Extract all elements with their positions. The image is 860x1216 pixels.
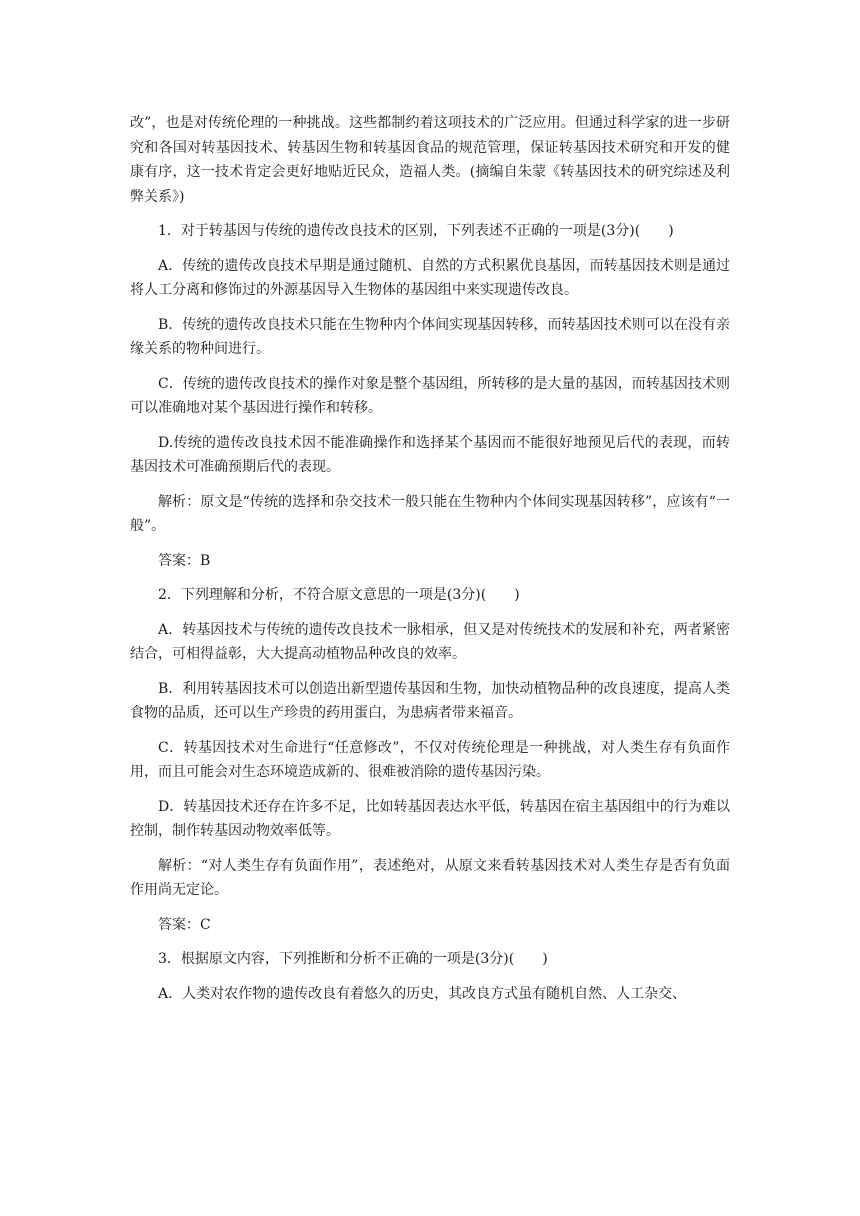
question-2-option-b: B．利用转基因技术可以创造出新型遗传基因和生物，加快动植物品种的改良速度，提高人类食物的品质，还可以生产珍贵的药用蛋白，为患病者带来福音。 (130, 680, 730, 721)
question-3-option-a: A．人类对农作物的遗传改良有着悠久的历史，其改良方式虽有随机自然、人工杂交、 (158, 985, 687, 1002)
document-body (130, 111, 730, 1016)
question-2-option-d: D．转基因技术还存在许多不足，比如转基因表达水平低，转基因在宿主基因组中的行为难以控制，制作转基因动物效率低等。 (130, 798, 730, 839)
question-1-analysis: 解析：原文是“传统的选择和杂交技术一般只能在生物种内个体间实现基因转移”，应该有“一般”。 (130, 493, 730, 534)
question-2-analysis: 解析：“对人类生存有负面作用”，表述绝对，从原文来看转基因技术对人类生存是否有负面作用尚无定论。 (130, 857, 730, 898)
question-2-option-c: C．转基因技术对生命进行“任意修改”，不仅对传统伦理是一种挑战，对人类生存有负面作用，而且可能会对生态环境造成新的、很难被消除的遗传基因污染。 (130, 739, 730, 780)
question-2-option-a: A．转基因技术与传统的遗传改良技术一脉相承，但又是对传统技术的发展和补充，两者紧密结合，可相得益彰，大大提高动植物品种改良的效率。 (130, 621, 730, 662)
question-1-option-a: A．传统的遗传改良技术早期是通过随机、自然的方式积累优良基因，而转基因技术则是通过将人工分离和修饰过的外源基因导入生物体的基因组中来实现遗传改良。 (130, 257, 730, 298)
question-3-stem: 3．根据原文内容，下列推断和分析不正确的一项是(3分)( ) (158, 951, 548, 967)
passage-tail: 改”，也是对传统伦理的一种挑战。这些都制约着这项技术的广泛应用。但通过科学家的进一步研究和各国对转基因技术、转基因生物和转基因食品的规范管理，保证转基因技术研究和开发的健康有序，这一技术肯定会更好地贴近民众，造福人类。(摘编自朱蒙《转基因技术的研究综述及利弊关系》) (130, 115, 730, 205)
question-2-stem: 2．下列理解和分析，不符合原文意思的一项是(3分)( ) (158, 587, 520, 603)
question-1-option-c: C．传统的遗传改良技术的操作对象是整个基因组，所转移的是大量的基因，而转基因技术则可以准确地对某个基因进行操作和转移。 (130, 375, 730, 416)
question-2-answer: 答案：C (158, 916, 211, 933)
question-1-answer: 答案：B (158, 552, 211, 569)
question-1-option-b: B．传统的遗传改良技术只能在生物种内个体间实现基因转移，而转基因技术则可以在没有亲缘关系的物种间进行。 (130, 316, 730, 357)
question-1-option-d: D.传统的遗传改良技术因不能准确操作和选择某个基因而不能很好地预见后代的表现，而转基因技术可准确预期后代的表现。 (130, 434, 730, 475)
question-1-stem: 1．对于转基因与传统的遗传改良技术的区别，下列表述不正确的一项是(3分)( ) (158, 223, 674, 239)
